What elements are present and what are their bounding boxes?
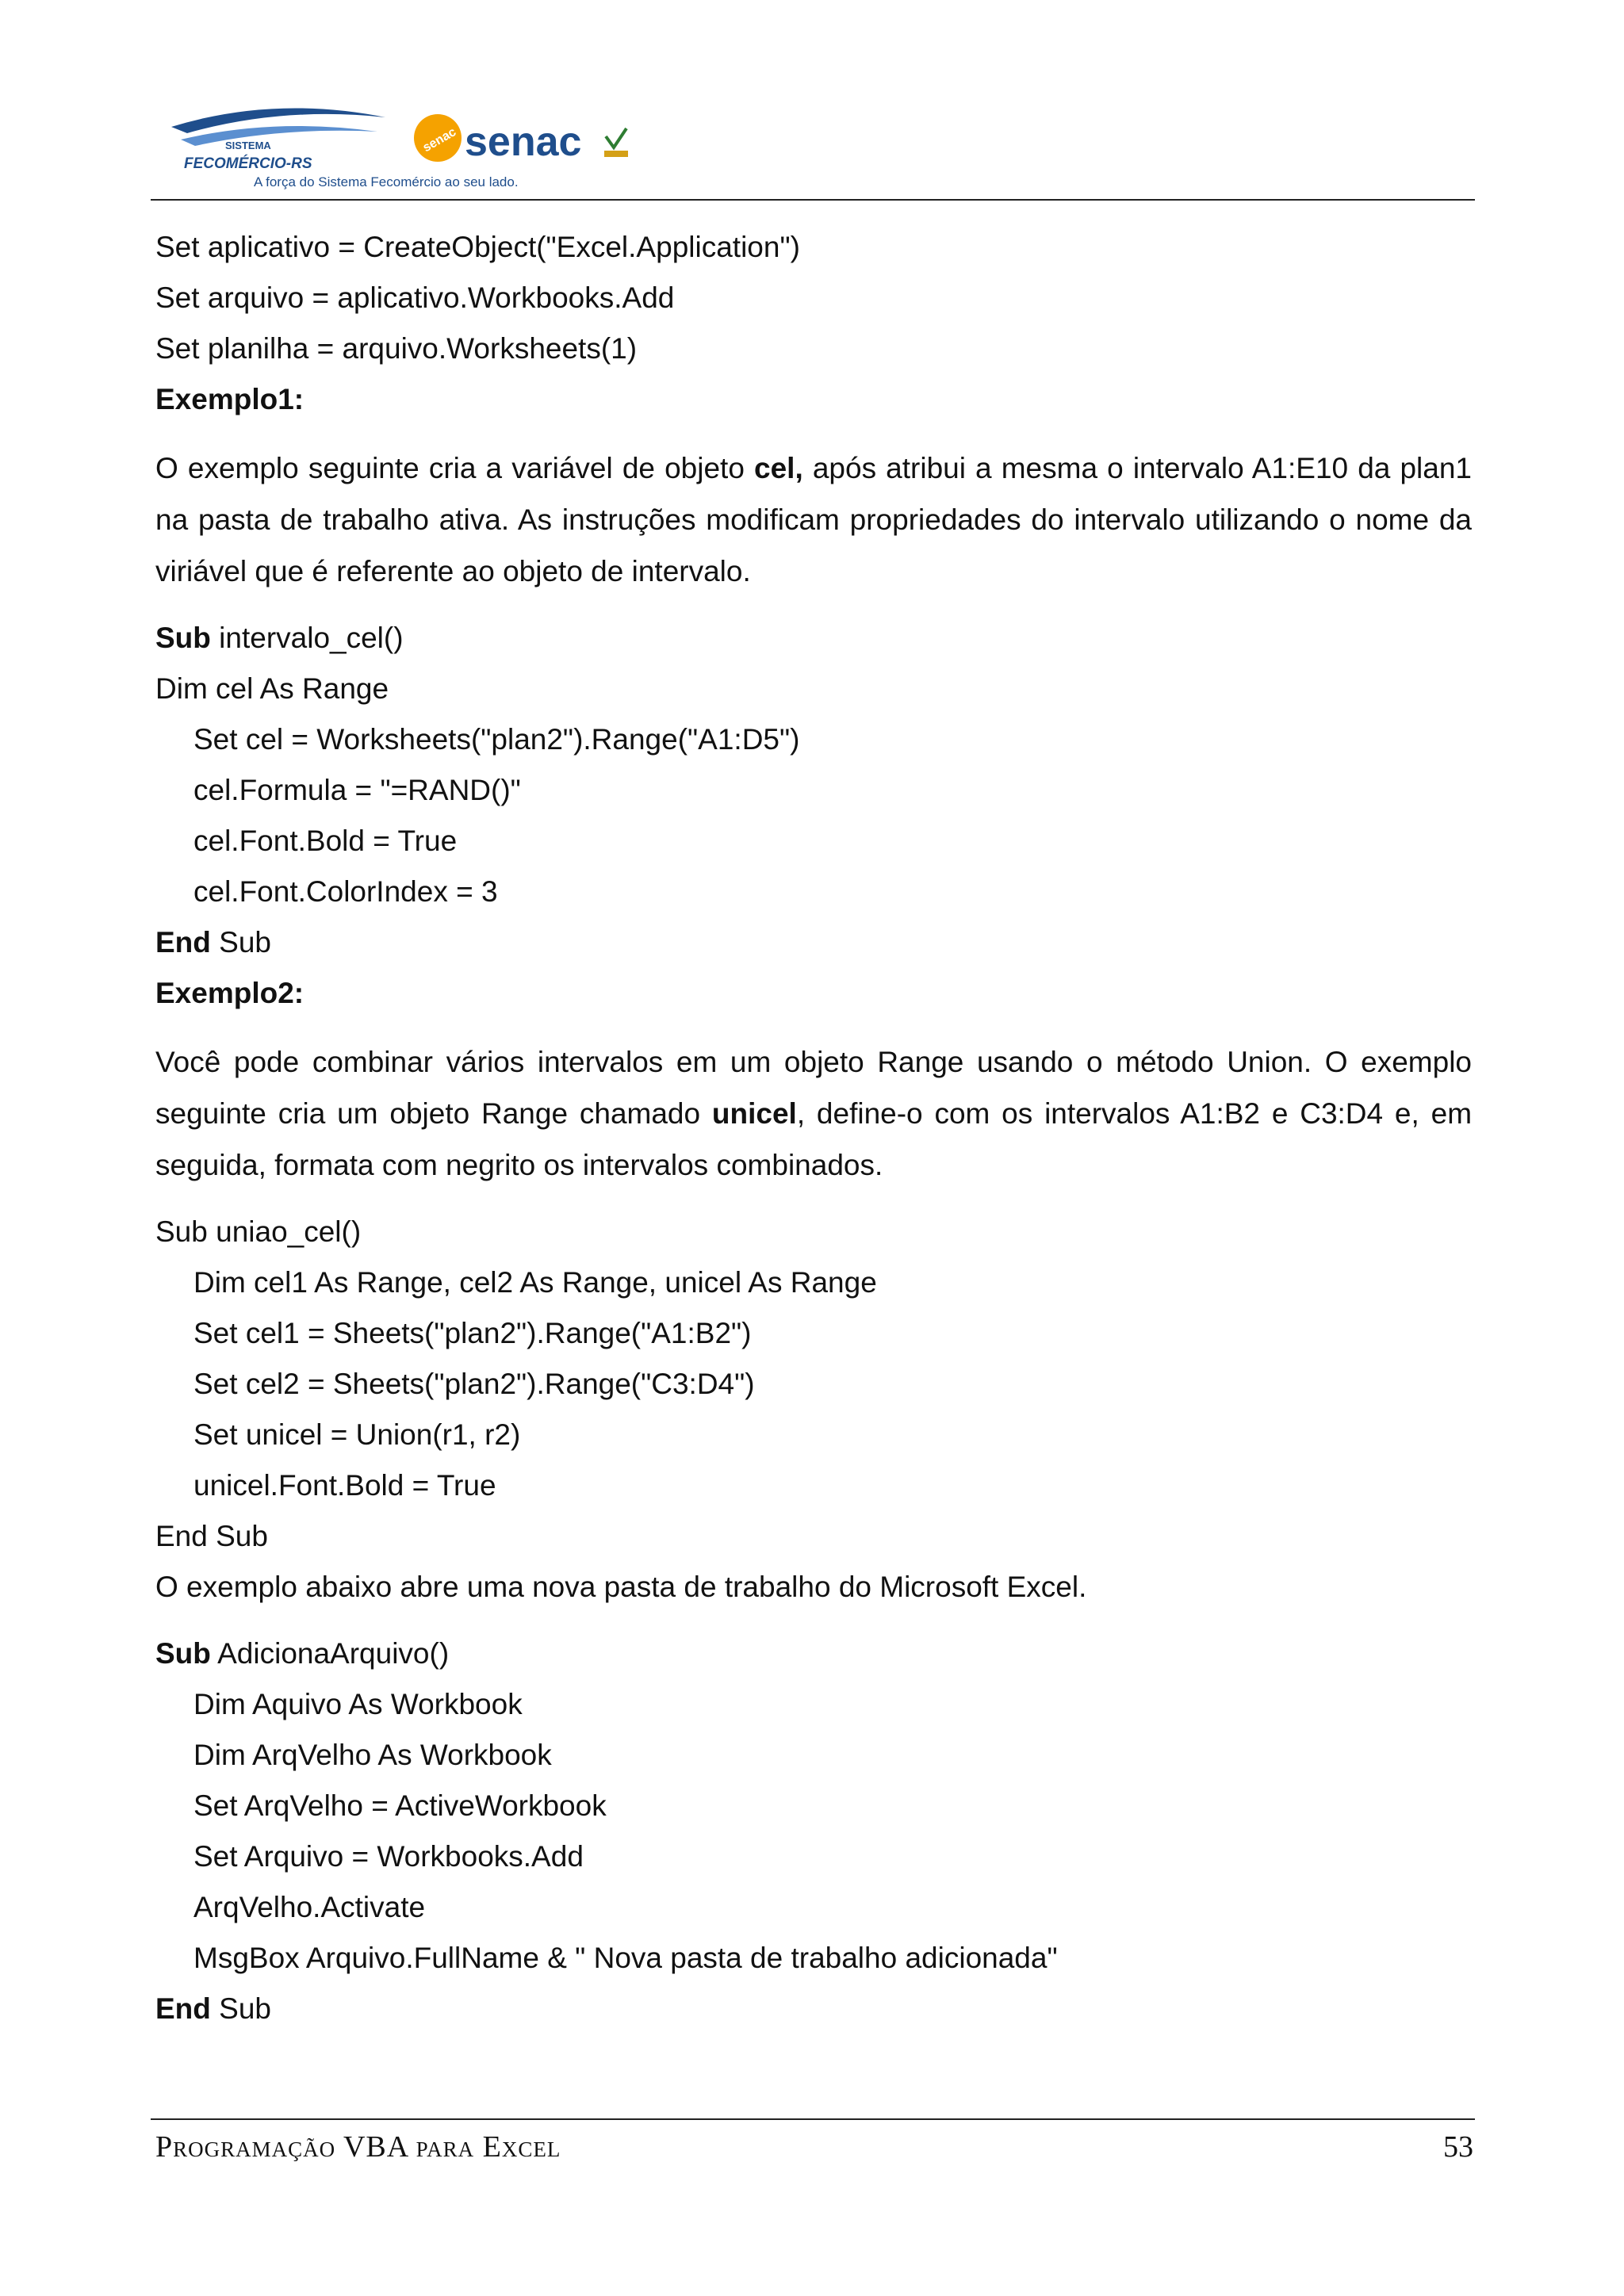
code-line: cel.Font.Bold = True <box>193 825 458 857</box>
code-line: cel.Font.ColorIndex = 3 <box>193 875 498 908</box>
code-line: Set Arquivo = Workbooks.Add <box>193 1840 584 1873</box>
example1-paragraph: O exemplo seguinte cria a variável de objeto cel, após atribui a mesma o intervalo A1:E10 da plan1 na pasta de trabalho ativa. As instruções modificam propriedades do intervalo utilizando o nome da viriável que é referente ao objeto de intervalo. <box>155 452 1472 587</box>
logo-text-sistema: SISTEMA <box>225 140 271 151</box>
header-divider <box>151 199 1475 201</box>
code-line: ArqVelho.Activate <box>193 1891 426 1923</box>
example2-heading: Exemplo2: <box>155 977 304 1009</box>
code-line: unicel.Font.Bold = True <box>193 1469 496 1502</box>
footer-title: Programação VBA para Excel <box>155 2130 561 2164</box>
code-line: Dim cel1 As Range, cel2 As Range, unicel As Range <box>193 1266 877 1299</box>
code-line: Dim Aquivo As Workbook <box>193 1688 523 1720</box>
footer-divider <box>151 2118 1475 2120</box>
fecomercio-logo <box>163 100 393 186</box>
senac-logo <box>409 106 639 170</box>
code-line: Set aplicativo = CreateObject("Excel.Application") <box>155 231 800 263</box>
code-line: Set ArqVelho = ActiveWorkbook <box>193 1789 607 1822</box>
code-line: Set planilha = arquivo.Worksheets(1) <box>155 332 638 365</box>
code-line: cel.Formula = "=RAND()" <box>193 774 521 806</box>
code-line: Set cel = Worksheets("plan2").Range("A1:D5") <box>193 723 800 756</box>
example2-paragraph: Você pode combinar vários intervalos em um objeto Range usando o método Union. O exemplo seguinte cria um objeto Range chamado unicel, define-o com os intervalos A1:B2 e C3:D4 e, em seguida, formata com negrito os intervalos combinados. <box>155 1046 1473 1181</box>
code-line: Sub AdicionaArquivo() <box>155 1637 450 1670</box>
page-header <box>151 95 1475 200</box>
code-line: Set arquivo = aplicativo.Workbooks.Add <box>155 281 675 314</box>
code-line: End Sub <box>155 1520 268 1552</box>
code-line: Dim ArqVelho As Workbook <box>193 1739 552 1771</box>
code-line: MsgBox Arquivo.FullName & " Nova pasta de trabalho adicionada" <box>193 1942 1058 1974</box>
code-line: Sub uniao_cel() <box>155 1215 362 1248</box>
page-content <box>155 222 1472 2034</box>
code-line: Set unicel = Union(r1, r2) <box>193 1418 521 1451</box>
code-line: Sub intervalo_cel() <box>155 622 404 654</box>
code-line: Set cel2 = Sheets("plan2").Range("C3:D4") <box>193 1368 755 1400</box>
senac-wordmark: senac <box>465 119 582 165</box>
header-tagline: A força do Sistema Fecomércio ao seu lado. <box>254 174 519 189</box>
example1-heading: Exemplo1: <box>155 383 304 415</box>
logo-text-fecomercio: FECOMÉRCIO-RS <box>184 155 312 172</box>
code-line: End Sub <box>155 926 272 959</box>
code-line: End Sub <box>155 1992 272 2025</box>
code-line: Dim cel As Range <box>155 672 389 705</box>
page-number: 53 <box>1443 2130 1473 2164</box>
body-text: O exemplo abaixo abre uma nova pasta de trabalho do Microsoft Excel. <box>155 1571 1087 1603</box>
code-line: Set cel1 = Sheets("plan2").Range("A1:B2") <box>193 1317 752 1349</box>
senac-mark-text: senac <box>420 124 459 155</box>
